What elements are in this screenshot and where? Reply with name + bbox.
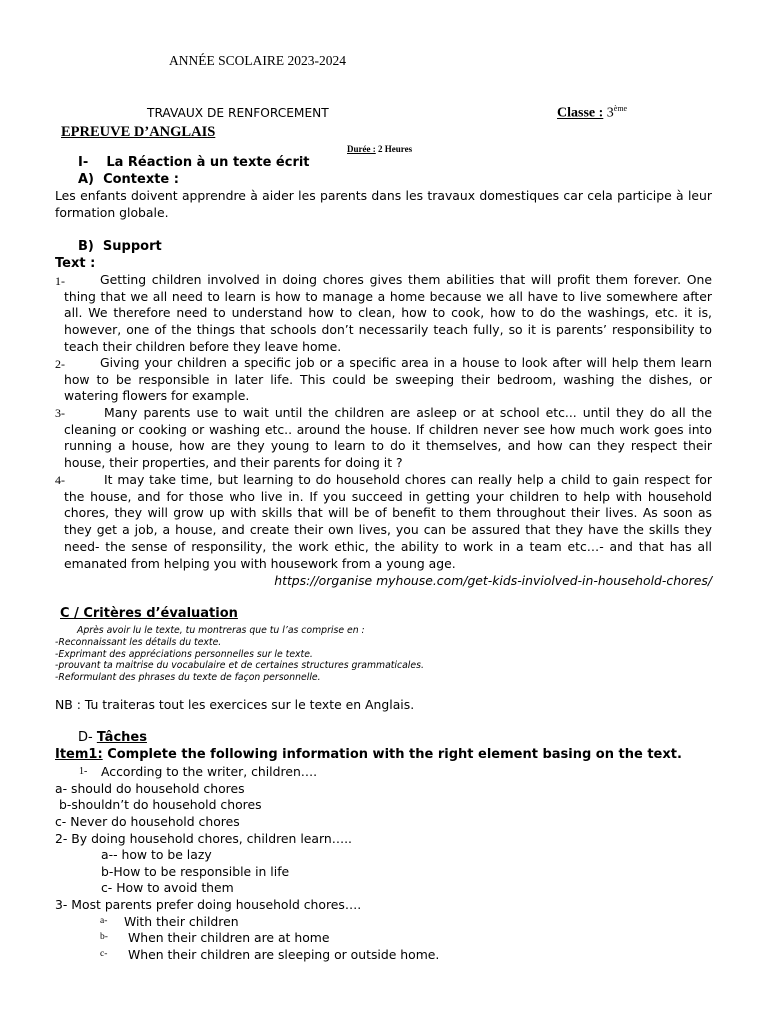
paragraph-3-num: 3- (55, 406, 65, 420)
q2-option-b: b-How to be responsible in life (101, 864, 290, 879)
section-a-num: A) (78, 172, 95, 187)
duree-label: Durée : (347, 144, 376, 154)
criteria-item: -Reconnaissant les détails du texte. (55, 637, 222, 648)
criteria-item: -Reformulant des phrases du texte de façon personnelle. (55, 672, 321, 683)
section-a-title: Contexte : (103, 172, 179, 187)
section-1-num: I- (78, 155, 89, 170)
paragraph-3: Many parents use to wait until the children are asleep or at school etc... until they do all the cleaning or cooking or washing etc.. around the house. If children never see how much work goes into running a house, how are they young to learn to do it themselves, and how can they respect their house, their properties, and their parents for doing it ? (64, 405, 712, 471)
q3-text: 3- Most parents prefer doing household chores…. (55, 897, 362, 912)
classe-label: Classe : (557, 105, 604, 121)
nb-note: NB : Tu traiteras tout les exercices sur le texte en Anglais. (55, 697, 415, 712)
q3-option-c-num: c- (100, 949, 108, 959)
tasks-prefix: D- (78, 730, 93, 745)
criteria-item: -prouvant ta maitrise du vocabulaire et de certaines structures grammaticales. (55, 660, 424, 671)
q1-option-c: c- Never do household chores (55, 814, 240, 829)
epreuve-title: EPREUVE D’ANGLAIS (61, 124, 216, 140)
travaux-title: TRAVAUX DE RENFORCEMENT (147, 106, 329, 120)
duree (347, 144, 412, 154)
item1-label: Item1: (55, 747, 103, 762)
q3-option-a-num: a- (100, 916, 108, 926)
paragraph-4-num: 4- (55, 473, 65, 487)
paragraph-2: Giving your children a specific job or a specific area in a house to look after will help them learn how to be responsible in later life. This could be sweeping their bedroom, washing the dishes, or watering flowers for example. (64, 355, 712, 404)
section-1-heading (78, 155, 310, 170)
section-a-heading (78, 172, 179, 187)
criteria-intro: Après avoir lu le texte, tu montreras que tu l’as comprise en : (77, 625, 365, 636)
classe-sup: ème (613, 104, 628, 113)
section-b-heading (78, 239, 162, 254)
q1-option-b: b-shouldn’t do household chores (59, 797, 262, 812)
context-text: Les enfants doivent apprendre à aider les parents dans les travaux domestiques car cela participe à leur formation globale. (55, 188, 712, 220)
paragraph-2-num: 2- (55, 357, 65, 371)
q3-option-c: When their children are sleeping or outside home. (128, 947, 440, 962)
q2-option-c: c- How to avoid them (101, 880, 234, 895)
paragraph-4: It may take time, but learning to do household chores can really help a child to gain respect for the house, and for those who live in. If you succeed in getting your children to help with household chores, they will grow up with skills that will be of benefit to them throughout their lives. As soon as they get a job, a house, and create their own lives, you can be assured that they have the skills they need- the sense of responsility, the work ethic, the ability to work in a team etc…- and that has all emanated from helping you with housework from a young age. (64, 472, 712, 571)
criteria-item: -Exprimant des appréciations personnelles sur le texte. (55, 649, 313, 660)
item1-text: Complete the following information with the right element basing on the text. (107, 747, 682, 762)
q3-option-a: With their children (124, 914, 239, 929)
section-b-num: B) (78, 239, 94, 254)
school-year: ANNÉE SCOLAIRE 2023-2024 (169, 53, 346, 68)
classe-info (557, 104, 627, 122)
section-1-title: La Réaction à un texte écrit (106, 155, 310, 170)
q1-text: According to the writer, children…. (101, 764, 318, 779)
source-link[interactable]: https://organise myhouse.com/get-kids-inviolved-in-household-chores/ (274, 573, 712, 588)
item1-instruction (55, 747, 682, 762)
q3-option-b-num: b- (100, 932, 108, 942)
paragraph-1: Getting children involved in doing chores gives them abilities that will profit them forever. One thing that we all need to learn is how to manage a home because we all have to live somewhere after all. We therefore need to understand how to clean, how to cook, how to do the washings, etc. it is, however, one of the things that schools don’t necessarily teach fully, so it is parents’ responsibility to teach their children before they leave home. (64, 272, 712, 354)
q2-text: 2- By doing household chores, children learn….. (55, 831, 352, 846)
q2-option-a: a-- how to be lazy (101, 847, 212, 862)
tasks-heading (78, 730, 147, 745)
q3-option-b: When their children are at home (128, 930, 330, 945)
section-b-title: Support (102, 239, 162, 254)
q1-option-a: a- should do household chores (55, 781, 245, 796)
duree-value: 2 Heures (378, 144, 413, 154)
criteria-title: C / Critères d’évaluation (60, 606, 238, 621)
q1-num: 1- (79, 766, 88, 777)
text-label: Text : (55, 256, 96, 271)
classe-value: 3 (606, 105, 614, 121)
tasks-title: Tâches (96, 730, 147, 745)
paragraph-1-num: 1- (55, 274, 65, 288)
